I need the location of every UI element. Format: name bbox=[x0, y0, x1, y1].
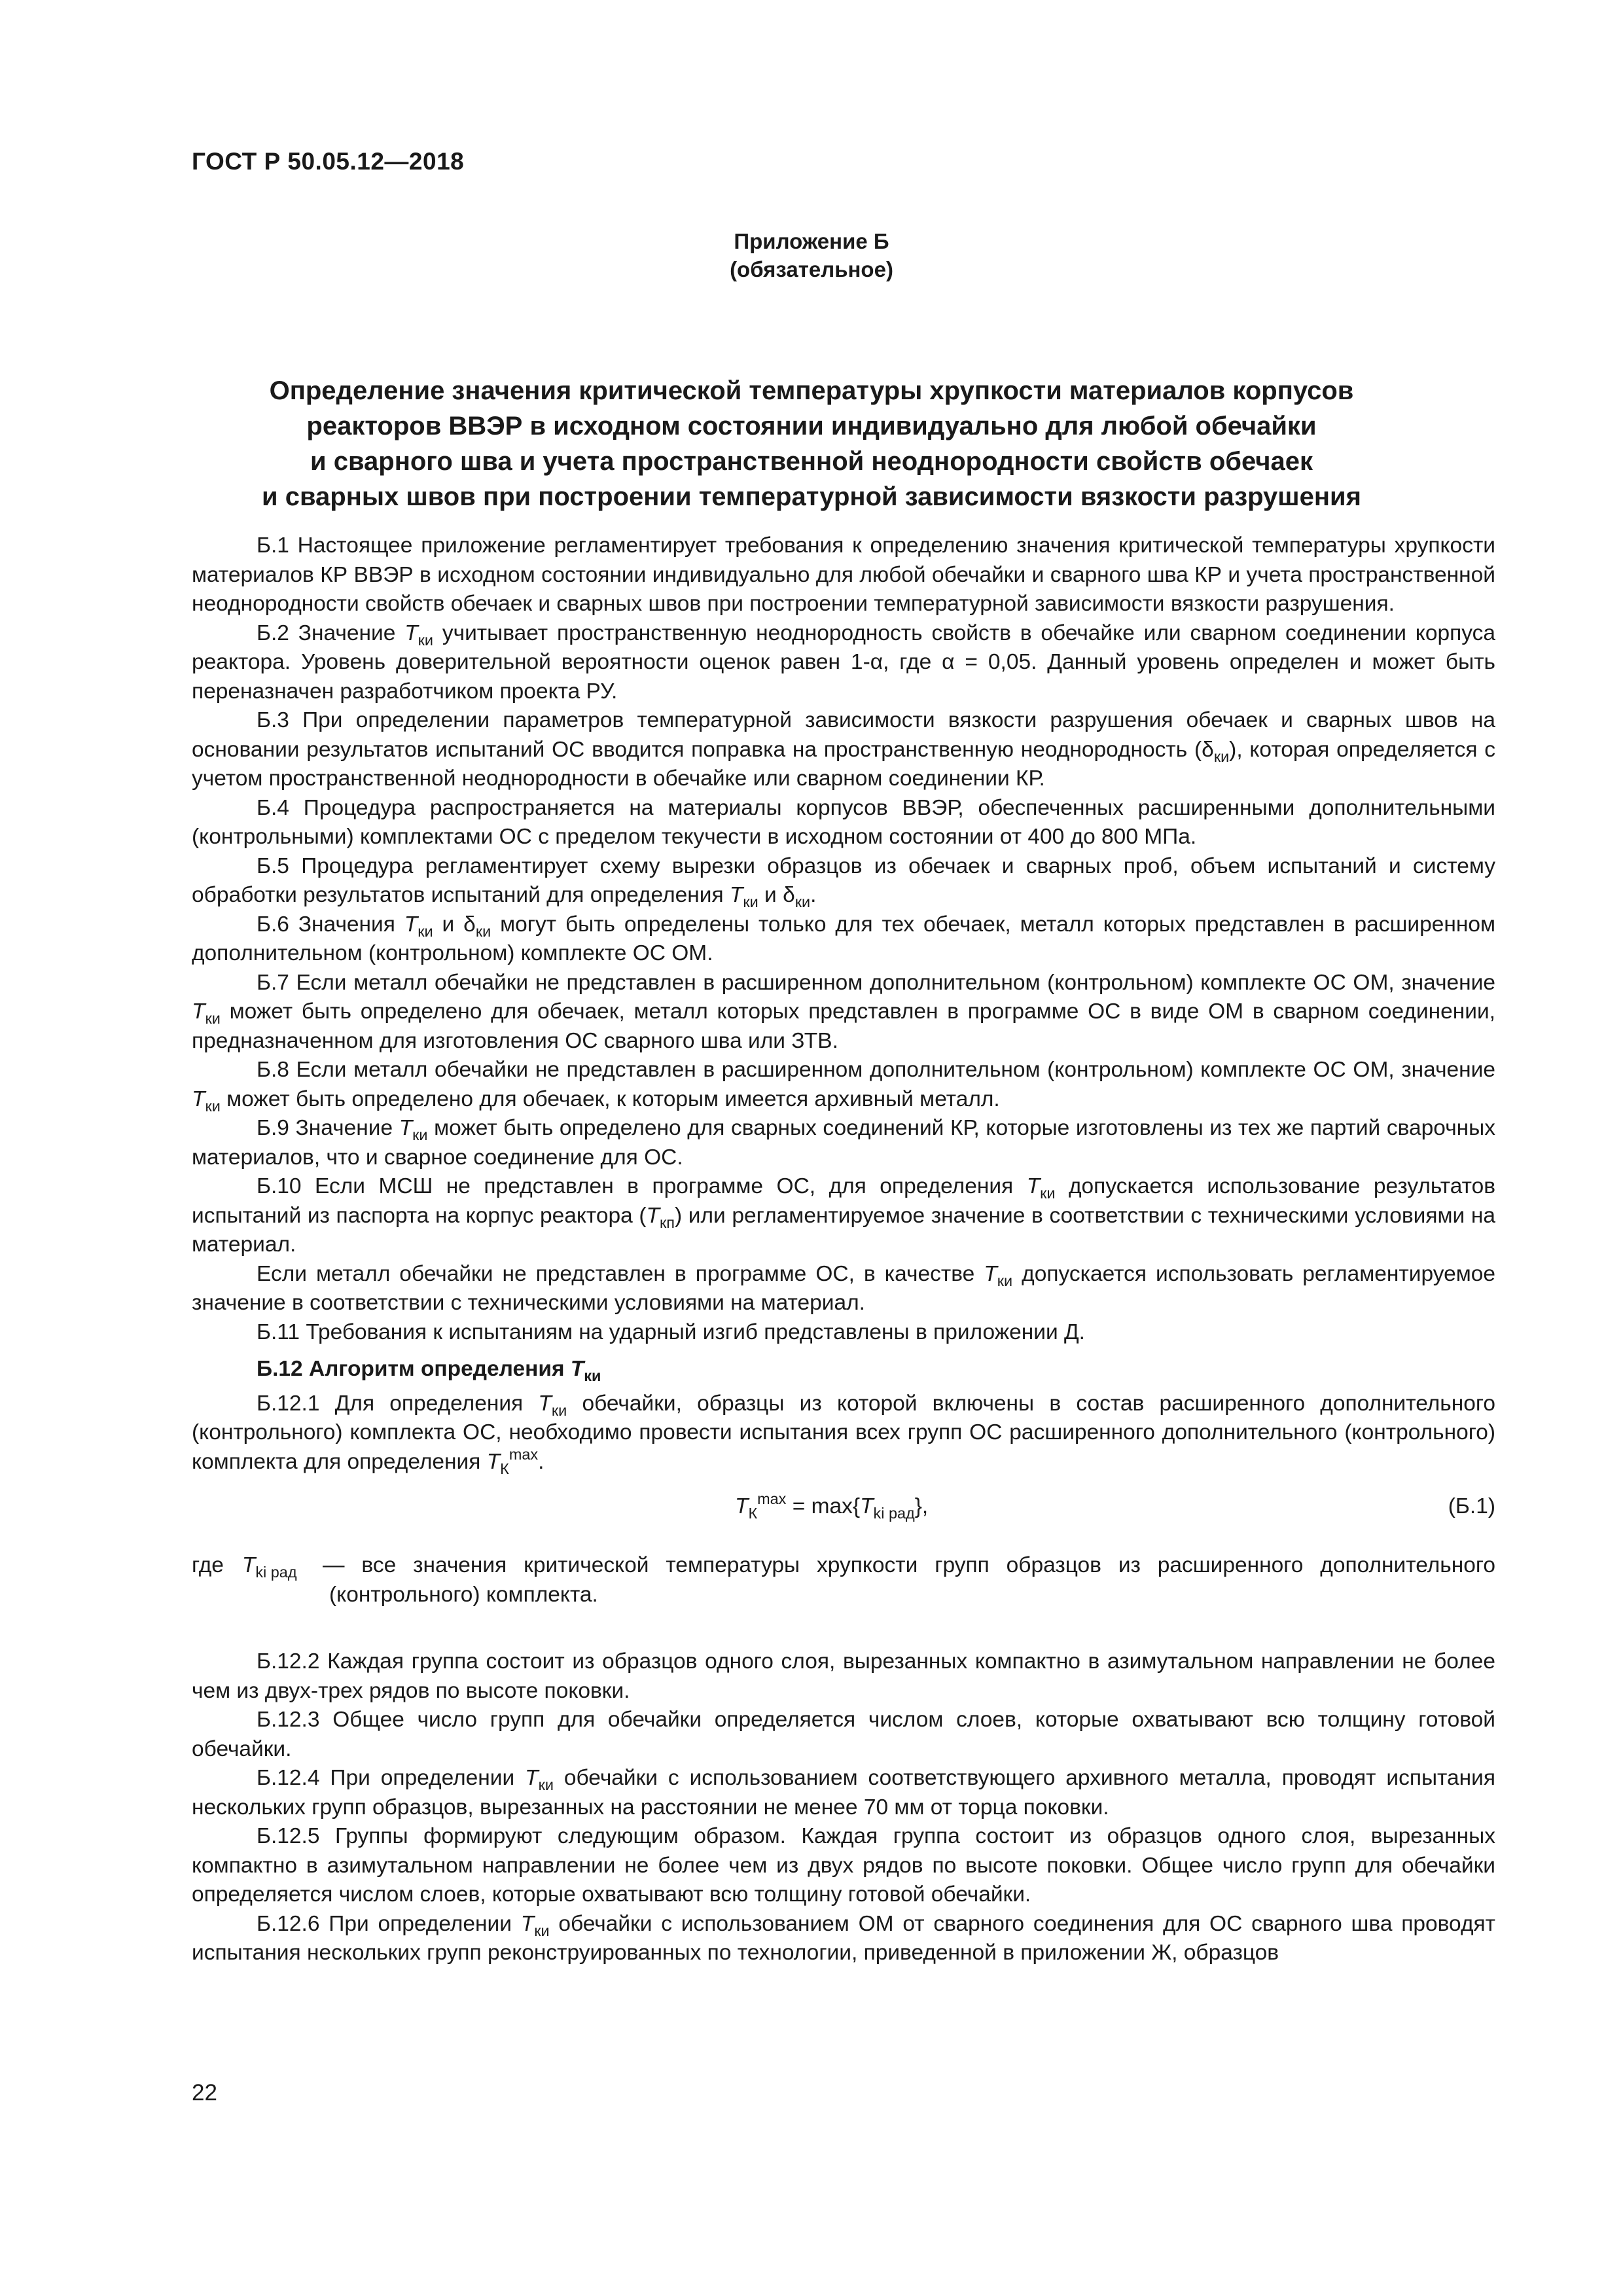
formula-legend bbox=[192, 1551, 1495, 1609]
paragraph-b11: Б.11 Требования к испытаниям на ударный изгиб представлены в приложении Д. bbox=[257, 1319, 1085, 1344]
paragraph-b2: Б.2 Значение $T_{ки}$ учитывает пространственную неоднородность свойств в обечайке или сварном соединении корпуса реактора. Уровень доверительной вероятности оценок равен 1-α, где α = 0,05. Данный уровень определен и может быть переназначен разработчиком проекта РУ. bbox=[192, 620, 1495, 704]
paragraph-b8: Б.8 Если металл обечайки не представлен в расширенном дополнительном (контрольном) комплекте ОС ОМ, значение $T_{ки}$ может быть определено для обечаек, к которым имеется архивный металл. bbox=[192, 1058, 1495, 1115]
document-body bbox=[192, 531, 1495, 1968]
title-line: и сварных швов при построении температурной зависимости вязкости разрушения bbox=[262, 482, 1361, 511]
paragraph-b7: Б.7 Если металл обечайки не представлен в расширенном дополнительном (контрольном) комплекте ОС ОМ, значение $T_{ки}$ может быть определено для обечаек, металл которых представлен в программе ОС в виде ОМ в сварном соединении, предназначенном для изготовления ОС сварного шва или ЗТВ. bbox=[192, 970, 1495, 1053]
page-number: 22 bbox=[192, 2080, 217, 2106]
title-line: и сварного шва и учета пространственной неоднородности свойств обечаек bbox=[310, 447, 1313, 476]
appendix-label: Приложение Б bbox=[734, 229, 889, 253]
formula-number: (Б.1) bbox=[1448, 1494, 1495, 1518]
formula-b1 bbox=[192, 1486, 1495, 1549]
paragraph-b12-2: Б.12.2 Каждая группа состоит из образцов одного слоя, вырезанных компактно в азимутальном направлении не более чем из двух-трех рядов по высоте поковки. bbox=[192, 1649, 1495, 1703]
section-heading-b12: Б.12 Алгоритм определения $T_{ки}$ bbox=[257, 1357, 601, 1384]
paragraph-b12-4: Б.12.4 При определении $T_{ки}$ обечайки с использованием соответствующего архивного металла, проводят испытания нескольких групп образцов, вырезанных на расстоянии не менее 70 мм от торца поковки. bbox=[192, 1766, 1495, 1820]
legend-symbol: где $T_{ki рад}$ bbox=[192, 1553, 297, 1581]
paragraph-b5: Б.5 Процедура регламентирует схему вырезки образцов из обечаек и сварных проб, объем испытаний и систему обработки результатов испытаний для определения $T_{ки}$ и $\delta_{ки}$. bbox=[192, 853, 1495, 910]
paragraph-b12-5: Б.12.5 Группы формируют следующим образом. Каждая группа состоит из образцов одного слоя, вырезанных компактно в азимутальном направлении не более чем из двух рядов по высоте поковки. Общее число групп для обечайки определяется числом слоев, которые охватывают всю толщину готовой обечайки. bbox=[192, 1824, 1495, 1907]
paragraph-b4: Б.4 Процедура распространяется на материалы корпусов ВВЭР, обеспеченных расширенными дополнительными (контрольными) комплектами ОС с пределом текучести в исходном состоянии от 400 до 800 МПа. bbox=[192, 795, 1495, 849]
appendix-status: (обязательное) bbox=[730, 257, 893, 281]
title-line: реакторов ВВЭР в исходном состоянии индивидуально для любой обечайки bbox=[306, 412, 1317, 440]
paragraph-b12-6: Б.12.6 При определении $T_{ки}$ обечайки с использованием ОМ от сварного соединения для ОС сварного шва проводят испытания нескольких групп реконструированных по технологии, приведенной в приложении Ж, образцов bbox=[192, 1911, 1495, 1965]
paragraph-b12-1: Б.12.1 Для определения $T_{ки}$ обечайки, образцы из которой включены в состав расширенного дополнительного (контрольного) комплекта ОС, необходимо провести испытания всех групп ОС расширенного дополнительного (контрольного) комплекта для определения $T_К^{max}$. bbox=[192, 1391, 1495, 1477]
paragraph-b10: Б.10 Если МСШ не представлен в программе ОС, для определения $T_{ки}$ допускается использование результатов испытаний из паспорта на корпус реактора $(T_{кп})$ или регламентируемое значение в соответствии с техническими условиями на материал. bbox=[192, 1174, 1495, 1257]
appendix-title bbox=[196, 373, 1427, 514]
title-line: Определение значения критической температуры хрупкости материалов корпусов bbox=[269, 376, 1354, 405]
paragraph-b6: Б.6 Значения $T_{ки}$ и $\delta_{ки}$ могут быть определены только для тех обечаек, металл которых представлен в расширенном дополнительном (контрольном) комплекте ОС ОМ. bbox=[192, 912, 1495, 965]
paragraph-b10-continued: Если металл обечайки не представлен в программе ОС, в качестве $T_{ки}$ допускается использовать регламентируемое значение в соответствии с техническими условиями на материал. bbox=[192, 1261, 1495, 1315]
paragraph-b12-3: Б.12.3 Общее число групп для обечайки определяется числом слоев, которые охватывают всю толщину готовой обечайки. bbox=[192, 1708, 1495, 1761]
legend-text: — все значения критической температуры хрупкости групп образцов из расширенного дополнительного (контрольного) комплекта. bbox=[323, 1553, 1495, 1607]
formula-expression: $T_К^{max} = \max\{T_{ki рад}\}$, bbox=[735, 1490, 929, 1522]
paragraph-b3: Б.3 При определении параметров температурной зависимости вязкости разрушения обечаек и сварных швов на основании результатов испытаний ОС вводится поправка на пространственную неоднородность $(\delta_{ки})$, которая определяется с учетом пространственной неоднородности в обечайке или сварном соединении КР. bbox=[192, 708, 1496, 791]
paragraph-b1: Б.1 Настоящее приложение регламентирует требования к определению значения критической температуры хрупкости материалов КР ВВЭР в исходном состоянии индивидуально для любой обечайки и сварного шва КР и учета пространственной неоднородности свойств обечаек и сварных швов при построении температурной зависимости вязкости разрушения. bbox=[192, 533, 1495, 616]
paragraph-b9: Б.9 Значение $T_{ки}$ может быть определено для сварных соединений КР, которые изготовлены из тех же партий сварочных материалов, что и сварное соединение для ОС. bbox=[192, 1116, 1495, 1170]
document-header: ГОСТ Р 50.05.12—2018 bbox=[192, 148, 465, 175]
